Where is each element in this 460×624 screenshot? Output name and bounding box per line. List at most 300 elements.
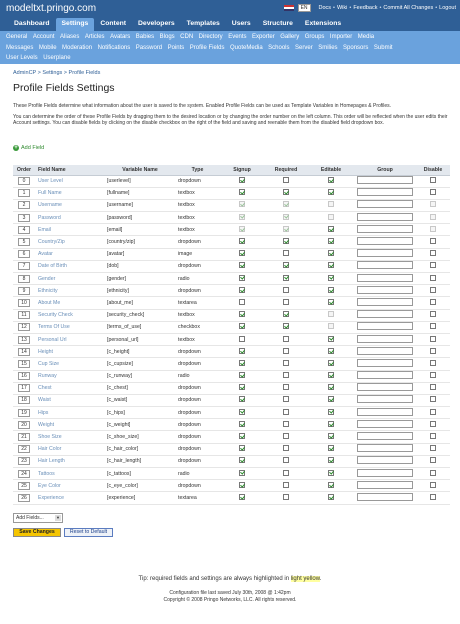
signup-checkbox[interactable]	[239, 457, 245, 463]
field-name[interactable]: Country/Zip	[35, 236, 105, 248]
field-name[interactable]: Password	[35, 212, 105, 224]
sub-nav-item-general[interactable]: General	[6, 34, 28, 41]
disable-checkbox[interactable]	[430, 189, 436, 195]
disable-checkbox[interactable]	[430, 275, 436, 281]
field-name[interactable]: Ethnicity	[35, 285, 105, 297]
field-name[interactable]: Chest	[35, 382, 105, 394]
order-input[interactable]: 8	[18, 275, 30, 283]
table-row[interactable]	[13, 236, 450, 248]
signup-checkbox[interactable]	[239, 287, 245, 293]
required-checkbox[interactable]	[283, 360, 289, 366]
editable-checkbox[interactable]	[328, 433, 334, 439]
order-input[interactable]: 21	[18, 433, 30, 441]
order-input[interactable]: 22	[18, 445, 30, 453]
sub-nav-item-notifications[interactable]: Notifications	[97, 44, 131, 51]
editable-checkbox[interactable]	[328, 457, 334, 463]
required-cell	[264, 224, 308, 236]
required-cell	[264, 382, 308, 394]
signup-checkbox[interactable]	[239, 348, 245, 354]
signup-checkbox[interactable]	[239, 494, 245, 500]
editable-checkbox[interactable]	[328, 262, 334, 268]
table-row[interactable]	[13, 455, 450, 467]
required-checkbox[interactable]	[283, 336, 289, 342]
disable-cell	[416, 346, 450, 358]
disable-checkbox[interactable]	[430, 433, 436, 439]
sub-nav-item-media[interactable]: Media	[357, 34, 375, 41]
order-input[interactable]: 26	[18, 494, 30, 502]
sub-nav-item-blogs[interactable]: Blogs	[159, 34, 175, 41]
signup-checkbox[interactable]	[239, 311, 245, 317]
sub-nav-item-gallery[interactable]: Gallery	[280, 34, 300, 41]
required-checkbox[interactable]	[283, 409, 289, 415]
table-row[interactable]	[13, 468, 450, 480]
tab-structure[interactable]: Structure	[262, 20, 293, 27]
table-row[interactable]	[13, 333, 450, 345]
required-cell	[264, 260, 308, 272]
field-name[interactable]: Security Check	[35, 309, 105, 321]
field-name[interactable]: Cup Size	[35, 358, 105, 370]
editable-cell	[308, 273, 354, 285]
profile-fields-table	[13, 165, 450, 505]
editable-checkbox[interactable]	[328, 482, 334, 488]
disable-checkbox[interactable]	[430, 470, 436, 476]
field-name[interactable]: Email	[35, 224, 105, 236]
required-checkbox[interactable]	[283, 433, 289, 439]
sub-nav-item-cdn[interactable]: CDN	[180, 34, 194, 41]
tab-users[interactable]: Users	[231, 20, 251, 27]
table-row[interactable]	[13, 248, 450, 260]
table-row[interactable]	[13, 309, 450, 321]
order-input[interactable]: 6	[18, 250, 30, 258]
signup-checkbox[interactable]	[239, 421, 245, 427]
order-input[interactable]: 25	[18, 482, 30, 490]
sub-nav-item-events[interactable]: Events	[228, 34, 247, 41]
sub-nav-item-groups[interactable]: Groups	[304, 34, 325, 41]
sub-nav-item-importer[interactable]: Importer	[329, 34, 353, 41]
disable-checkbox[interactable]	[430, 238, 436, 244]
sub-nav-item-user-levels[interactable]: User Levels	[6, 55, 38, 62]
signup-checkbox[interactable]	[239, 372, 245, 378]
signup-cell	[220, 468, 264, 480]
field-name[interactable]: Full Name	[35, 187, 105, 199]
col-type-header: Type	[175, 165, 220, 175]
table-row[interactable]	[13, 407, 450, 419]
required-checkbox[interactable]	[283, 348, 289, 354]
order-input[interactable]: 14	[18, 348, 30, 356]
editable-checkbox[interactable]	[328, 409, 334, 415]
language-select[interactable]: EN	[298, 4, 311, 12]
tab-content[interactable]: Content	[100, 20, 127, 27]
required-checkbox[interactable]	[283, 494, 289, 500]
order-cell	[13, 346, 35, 358]
disable-checkbox[interactable]	[430, 299, 436, 305]
group-input[interactable]	[357, 274, 413, 282]
feedback-link[interactable]: Feedback	[353, 5, 378, 11]
signup-checkbox[interactable]	[239, 360, 245, 366]
table-row[interactable]	[13, 260, 450, 272]
breadcrumb[interactable]: AdminCP > Settings > Profile Fields	[13, 70, 101, 76]
group-input[interactable]	[357, 347, 413, 355]
disable-cell	[416, 431, 450, 443]
signup-checkbox[interactable]	[239, 250, 245, 256]
field-name[interactable]: Date of Birth	[35, 260, 105, 272]
order-input[interactable]: 3	[18, 214, 30, 222]
sub-nav-item-aliases[interactable]: Aliases	[60, 34, 80, 41]
signup-checkbox[interactable]	[239, 299, 245, 305]
sub-nav-item-directory[interactable]: Directory	[198, 34, 223, 41]
sub-nav-item-profile-fields[interactable]: Profile Fields	[189, 44, 225, 51]
signup-checkbox[interactable]	[239, 275, 245, 281]
group-input[interactable]	[357, 310, 413, 318]
field-type: textbox	[175, 333, 220, 345]
signup-checkbox[interactable]	[239, 396, 245, 402]
order-input[interactable]: 18	[18, 396, 30, 404]
signup-cell	[220, 309, 264, 321]
sub-nav-item-server[interactable]: Server	[295, 44, 313, 51]
site-title[interactable]: modeltxt.pringo.com	[6, 3, 97, 14]
disable-checkbox[interactable]	[430, 311, 436, 317]
order-input[interactable]: 19	[18, 409, 30, 417]
disable-checkbox[interactable]	[430, 323, 436, 329]
group-input[interactable]	[357, 395, 413, 403]
table-row[interactable]	[13, 273, 450, 285]
field-name[interactable]: Waist	[35, 394, 105, 406]
docs-link[interactable]: Docs	[318, 5, 332, 11]
group-input[interactable]	[357, 408, 413, 416]
sub-nav-item-schools[interactable]: Schools	[268, 44, 290, 51]
signup-checkbox[interactable]	[239, 470, 245, 476]
disable-checkbox[interactable]	[430, 250, 436, 256]
required-checkbox[interactable]	[283, 275, 289, 281]
order-cell	[13, 175, 35, 187]
required-checkbox[interactable]	[283, 287, 289, 293]
table-row[interactable]	[13, 199, 450, 211]
field-name[interactable]: Runway	[35, 370, 105, 382]
table-row[interactable]	[13, 321, 450, 333]
add-fields-select[interactable]	[13, 513, 63, 523]
field-name[interactable]: Avatar	[35, 248, 105, 260]
field-type: radio	[175, 468, 220, 480]
editable-cell	[308, 333, 354, 345]
sub-nav-item-messages[interactable]: Messages	[6, 44, 34, 51]
sub-nav-row	[6, 43, 454, 54]
disable-checkbox[interactable]	[430, 396, 436, 402]
editable-checkbox[interactable]	[328, 421, 334, 427]
sub-nav-item-avatars[interactable]: Avatars	[110, 34, 131, 41]
required-checkbox[interactable]	[283, 372, 289, 378]
table-row[interactable]	[13, 382, 450, 394]
disable-checkbox	[430, 214, 436, 220]
editable-checkbox	[328, 311, 334, 317]
wiki-link[interactable]: Wiki	[336, 5, 348, 11]
disable-cell	[416, 333, 450, 345]
editable-checkbox[interactable]	[328, 360, 334, 366]
sub-nav-item-userplane[interactable]: Userplane	[43, 55, 71, 62]
table-row[interactable]	[13, 480, 450, 492]
sub-nav-item-mobile[interactable]: Mobile	[38, 44, 57, 51]
tab-extensions[interactable]: Extensions	[304, 20, 342, 27]
field-name[interactable]: Terms Of Use	[35, 321, 105, 333]
field-type: dropdown	[175, 419, 220, 431]
signup-checkbox[interactable]	[239, 238, 245, 244]
order-cell	[13, 248, 35, 260]
group-input[interactable]	[357, 493, 413, 501]
field-type: textbox	[175, 309, 220, 321]
field-name[interactable]: Weight	[35, 419, 105, 431]
group-input[interactable]	[357, 176, 413, 184]
group-input[interactable]	[357, 188, 413, 196]
add-field-link[interactable]	[13, 145, 44, 151]
field-name[interactable]: Height	[35, 346, 105, 358]
group-input[interactable]	[357, 444, 413, 452]
order-input[interactable]: 23	[18, 457, 30, 465]
group-input[interactable]	[357, 237, 413, 245]
sub-nav-item-moderation[interactable]: Moderation	[62, 44, 93, 51]
field-name[interactable]: Tattoos	[35, 468, 105, 480]
order-cell	[13, 297, 35, 309]
editable-checkbox[interactable]	[328, 177, 334, 183]
editable-checkbox[interactable]	[328, 275, 334, 281]
editable-checkbox[interactable]	[328, 287, 334, 293]
order-cell	[13, 358, 35, 370]
signup-cell	[220, 248, 264, 260]
table-row[interactable]	[13, 443, 450, 455]
order-input[interactable]: 10	[18, 299, 30, 307]
required-cell	[264, 346, 308, 358]
signup-checkbox[interactable]	[239, 262, 245, 268]
signup-checkbox[interactable]	[239, 445, 245, 451]
disable-checkbox[interactable]	[430, 287, 436, 293]
sub-nav-item-sponsors[interactable]: Sponsors	[343, 44, 369, 51]
disable-checkbox[interactable]	[430, 409, 436, 415]
required-cell	[264, 273, 308, 285]
required-checkbox[interactable]	[283, 311, 289, 317]
order-cell	[13, 394, 35, 406]
sub-nav-item-account[interactable]: Account	[32, 34, 55, 41]
editable-checkbox[interactable]	[328, 336, 334, 342]
signup-cell	[220, 419, 264, 431]
required-checkbox[interactable]	[283, 445, 289, 451]
required-checkbox[interactable]	[283, 323, 289, 329]
sub-nav-item-articles[interactable]: Articles	[84, 34, 105, 41]
field-name[interactable]: Eye Color	[35, 480, 105, 492]
order-input[interactable]: 15	[18, 360, 30, 368]
sub-nav-item-quotemedia[interactable]: QuoteMedia	[229, 44, 263, 51]
required-checkbox[interactable]	[283, 299, 289, 305]
group-input[interactable]	[357, 383, 413, 391]
field-type: textbox	[175, 224, 220, 236]
table-row[interactable]	[13, 358, 450, 370]
table-row[interactable]	[13, 187, 450, 199]
disable-checkbox[interactable]	[430, 445, 436, 451]
variable-name: [c_hair_length]	[105, 455, 175, 467]
table-row[interactable]	[13, 224, 450, 236]
editable-checkbox[interactable]	[328, 250, 334, 256]
editable-checkbox[interactable]	[328, 189, 334, 195]
order-input[interactable]: 4	[18, 226, 30, 234]
tab-settings[interactable]: Settings	[56, 18, 95, 31]
table-row[interactable]	[13, 297, 450, 309]
disable-checkbox[interactable]	[430, 177, 436, 183]
logout-link[interactable]: Logout	[439, 5, 456, 11]
signup-checkbox[interactable]	[239, 177, 245, 183]
variable-name: [experience]	[105, 492, 175, 504]
group-input[interactable]	[357, 371, 413, 379]
disable-checkbox[interactable]	[430, 336, 436, 342]
required-checkbox[interactable]	[283, 384, 289, 390]
signup-checkbox[interactable]	[239, 482, 245, 488]
disable-checkbox[interactable]	[430, 372, 436, 378]
sub-nav-item-points[interactable]: Points	[167, 44, 185, 51]
group-input[interactable]	[357, 335, 413, 343]
table-row[interactable]	[13, 346, 450, 358]
field-name[interactable]: About Me	[35, 297, 105, 309]
required-checkbox[interactable]	[283, 177, 289, 183]
table-row[interactable]	[13, 431, 450, 443]
save-changes-button[interactable]: Save Changes	[13, 528, 61, 537]
editable-checkbox[interactable]	[328, 384, 334, 390]
tab-developers[interactable]: Developers	[138, 20, 175, 27]
group-input[interactable]	[357, 286, 413, 294]
order-input[interactable]: 13	[18, 336, 30, 344]
required-checkbox[interactable]	[283, 457, 289, 463]
order-cell	[13, 285, 35, 297]
table-row[interactable]	[13, 370, 450, 382]
order-input[interactable]: 12	[18, 323, 30, 331]
required-checkbox[interactable]	[283, 482, 289, 488]
table-row[interactable]	[13, 212, 450, 224]
required-checkbox[interactable]	[283, 189, 289, 195]
disable-checkbox[interactable]	[430, 482, 436, 488]
required-cell	[264, 248, 308, 260]
sub-nav-item-smilies[interactable]: Smilies	[318, 44, 338, 51]
disable-checkbox[interactable]	[430, 360, 436, 366]
editable-checkbox[interactable]	[328, 372, 334, 378]
group-input[interactable]	[357, 359, 413, 367]
group-input[interactable]	[357, 200, 413, 208]
field-name[interactable]: User Level	[35, 175, 105, 187]
variable-name: [c_eye_color]	[105, 480, 175, 492]
editable-checkbox[interactable]	[328, 348, 334, 354]
order-input[interactable]: 9	[18, 287, 30, 295]
field-name[interactable]: Hair Length	[35, 455, 105, 467]
table-row[interactable]	[13, 285, 450, 297]
group-input[interactable]	[357, 420, 413, 428]
sub-nav-item-submit[interactable]: Submit	[373, 44, 393, 51]
order-input[interactable]: 20	[18, 421, 30, 429]
sub-nav-item-babies[interactable]: Babies	[135, 34, 155, 41]
required-cell	[264, 236, 308, 248]
group-input[interactable]	[357, 261, 413, 269]
required-checkbox[interactable]	[283, 250, 289, 256]
col-variable-name-header: Variable Name	[105, 165, 175, 175]
order-input[interactable]: 7	[18, 262, 30, 270]
group-input[interactable]	[357, 456, 413, 464]
group-input[interactable]	[357, 432, 413, 440]
signup-checkbox[interactable]	[239, 384, 245, 390]
order-input[interactable]: 0	[18, 177, 30, 185]
signup-checkbox[interactable]	[239, 323, 245, 329]
sub-nav-item-password[interactable]: Password	[135, 44, 163, 51]
disable-checkbox[interactable]	[430, 348, 436, 354]
signup-checkbox[interactable]	[239, 189, 245, 195]
order-input[interactable]: 1	[18, 189, 30, 197]
editable-checkbox[interactable]	[328, 396, 334, 402]
main-nav	[8, 18, 347, 31]
field-type: image	[175, 248, 220, 260]
order-input[interactable]: 5	[18, 238, 30, 246]
group-cell	[354, 394, 416, 406]
editable-checkbox[interactable]	[328, 470, 334, 476]
disable-cell	[416, 321, 450, 333]
group-input[interactable]	[357, 322, 413, 330]
table-row[interactable]	[13, 394, 450, 406]
editable-checkbox[interactable]	[328, 299, 334, 305]
required-checkbox[interactable]	[283, 421, 289, 427]
disable-cell	[416, 407, 450, 419]
copyright-text: Copyright © 2008 Pringo Networks, LLC. All rights reserved.	[163, 596, 297, 603]
required-checkbox[interactable]	[283, 262, 289, 268]
order-input[interactable]: 2	[18, 201, 30, 209]
required-checkbox[interactable]	[283, 238, 289, 244]
group-input[interactable]	[357, 225, 413, 233]
field-name[interactable]: Shoe Size	[35, 431, 105, 443]
tab-templates[interactable]: Templates	[186, 20, 220, 27]
signup-checkbox[interactable]	[239, 433, 245, 439]
table-row[interactable]	[13, 492, 450, 504]
required-checkbox[interactable]	[283, 396, 289, 402]
editable-checkbox[interactable]	[328, 226, 334, 232]
field-name[interactable]: Hips	[35, 407, 105, 419]
order-input[interactable]: 16	[18, 372, 30, 380]
editable-checkbox[interactable]	[328, 238, 334, 244]
sub-nav-item-exporter[interactable]: Exporter	[252, 34, 275, 41]
editable-checkbox[interactable]	[328, 494, 334, 500]
group-input[interactable]	[357, 213, 413, 221]
table-row[interactable]	[13, 419, 450, 431]
required-checkbox[interactable]	[283, 470, 289, 476]
commit-all-changes-link[interactable]: Commit All Changes	[383, 5, 434, 11]
tab-dashboard[interactable]: Dashboard	[14, 20, 50, 27]
field-name[interactable]: Username	[35, 199, 105, 211]
group-input[interactable]	[357, 469, 413, 477]
editable-cell	[308, 248, 354, 260]
group-input[interactable]	[357, 249, 413, 257]
group-input[interactable]	[357, 481, 413, 489]
disable-checkbox[interactable]	[430, 421, 436, 427]
order-input[interactable]: 17	[18, 384, 30, 392]
table-row[interactable]	[13, 175, 450, 187]
field-name[interactable]: Gender	[35, 273, 105, 285]
editable-cell	[308, 175, 354, 187]
disable-checkbox[interactable]	[430, 494, 436, 500]
disable-checkbox[interactable]	[430, 384, 436, 390]
order-input[interactable]: 24	[18, 470, 30, 478]
order-input[interactable]: 11	[18, 311, 30, 319]
field-name[interactable]: Hair Color	[35, 443, 105, 455]
group-cell	[354, 187, 416, 199]
disable-checkbox[interactable]	[430, 457, 436, 463]
signup-checkbox[interactable]	[239, 409, 245, 415]
reset-to-default-button[interactable]: Reset to Default	[64, 528, 113, 537]
signup-checkbox[interactable]	[239, 336, 245, 342]
group-input[interactable]	[357, 298, 413, 306]
group-cell	[354, 224, 416, 236]
field-name[interactable]: Personal Url	[35, 333, 105, 345]
disable-checkbox[interactable]	[430, 262, 436, 268]
field-name[interactable]: Experience	[35, 492, 105, 504]
editable-checkbox[interactable]	[328, 445, 334, 451]
